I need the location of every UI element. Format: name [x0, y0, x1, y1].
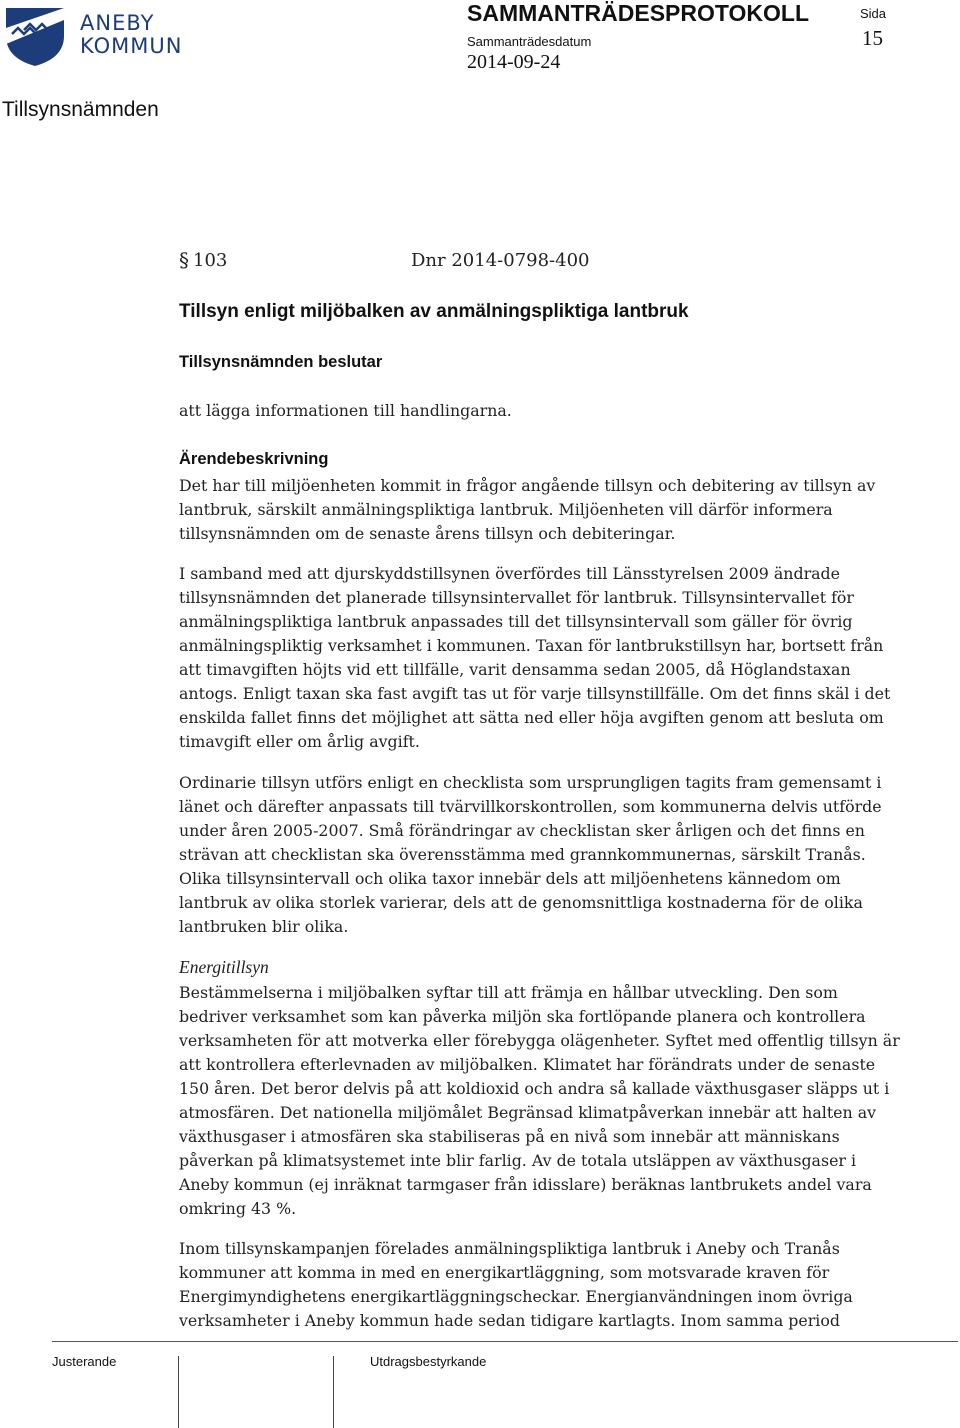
description-heading: Ärendebeskrivning [179, 450, 329, 468]
board-name: Tillsynsnämnden [2, 98, 159, 121]
energy-paragraph-2: Inom tillsynskampanjen förelades anmälningspliktiga lantbruk i Aneby och Tranås kommuner att komma in med en energikartläggning, som motsvarade kraven för Energimyndighetens energikartläggningscheckar. Energianvändningen inom övriga verksamheter i Aneby kommun hade sedan tidigare kartlagts. Inom samma period [179, 1239, 853, 1330]
signature-label: Justerande [52, 1354, 117, 1369]
protocol-title: SAMMANTRÄDESPROTOKOLL [467, 0, 810, 26]
description-paragraph-3: Ordinarie tillsyn utförs enligt en checklista som ursprungligen tagits fram gemensamt i länet och därefter anpassats till tvärvillkorskontrollen, som kommunerna delvis utförde under åren 2005-2007. Små förändringar av checklistan sker årligen och det finns en strävan att checklistan ska överensstämma med grannkommunernas, särskilt Tranås. Olika tillsynsintervall och olika taxor innebär dels att miljöenhetens kännedom om lantbruk av olika storlek varierar, dels att de genomsnittliga kostnaderna för de olika lantbruken blir olika. [179, 773, 882, 936]
section-mark: § [179, 248, 189, 272]
aneby-coat-of-arms-icon [4, 6, 66, 68]
page-label: Sida [860, 6, 887, 21]
energy-heading: Energitillsyn [179, 957, 269, 977]
meeting-date-label: Sammanträdesdatum [467, 34, 592, 49]
case-title: Tillsyn enligt miljöbalken av anmälningspliktiga lantbruk [179, 301, 689, 322]
meeting-date: 2014-09-24 [467, 51, 561, 73]
page-number: 15 [862, 26, 883, 50]
municipality-line-2: KOMMUN [80, 34, 183, 58]
extract-certification-label: Utdragsbestyrkande [370, 1354, 487, 1369]
diary-number: Dnr 2014-0798-400 [411, 250, 590, 271]
description-paragraph-1: Det har till miljöenheten kommit in frågor angående tillsyn och debitering av tillsyn av lantbruk, särskilt anmälningspliktiga lantbruk. Miljöenheten vill därför informera tillsynsnämnden om de senaste årens tillsyn och debiteringar. [179, 476, 876, 543]
municipality-name [80, 12, 182, 58]
signature-box-divider-1 [178, 1356, 179, 1428]
energy-paragraph-1: Bestämmelserna i miljöbalken syftar till att främja en hållbar utveckling. Den som bedriver verksamhet som kan påverka miljön ska fortlöpande planera och kontrollera verksamheten för att motverka eller förebygga olägenheter. Syftet med offentlig tillsyn är att kontrollera efterlevnaden av miljöbalken. Klimatet har förändrats under de senaste 150 åren. Det beror delvis på att koldioxid och andra så kallade växthusgaser släpps ut i atmosfären. Det nationella miljömålet Begränsad klimatpåverkan innebär att halten av växthusgaser i atmosfären ska stabiliseras på en nivå som innebär att människans påverkan på klimatsystemet inte blir farlig. Av de totala utsläppen av växthusgaser i Aneby kommun (ej inräknat tarmgaser från idisslare) beräknas lantbrukets andel vara omkring 43 %. [179, 983, 900, 1218]
decision-text: att lägga informationen till handlingarna. [179, 401, 512, 420]
paragraph-number: 103 [193, 250, 228, 271]
signature-box-divider-2 [333, 1356, 334, 1428]
municipality-line-1: ANEBY [80, 11, 155, 35]
description-paragraph-2: I samband med att djurskyddstillsynen överfördes till Länsstyrelsen 2009 ändrade tillsynsnämnden det planerade tillsynsintervallet för lantbruk. Tillsynsintervallet för anmälningspliktiga lantbruk anpassades till det tillsynsintervall som gäller för övrig anmälningspliktig verksamhet i kommunen. Taxan för lantbrukstillsyn har, bortsett från att timavgiften höjts vid ett tillfälle, varit densamma sedan 2005, då Höglandstaxan antogs. Enligt taxan ska fast avgift tas ut för varje tillsynstillfälle. Om det finns skäl i det enskilda fallet finns det möjlighet att sätta ned eller höja avgiften genom att besluta om timavgift eller om årlig avgift. [179, 564, 891, 751]
footer-divider [52, 1341, 958, 1342]
decision-heading: Tillsynsnämnden beslutar [179, 353, 383, 371]
